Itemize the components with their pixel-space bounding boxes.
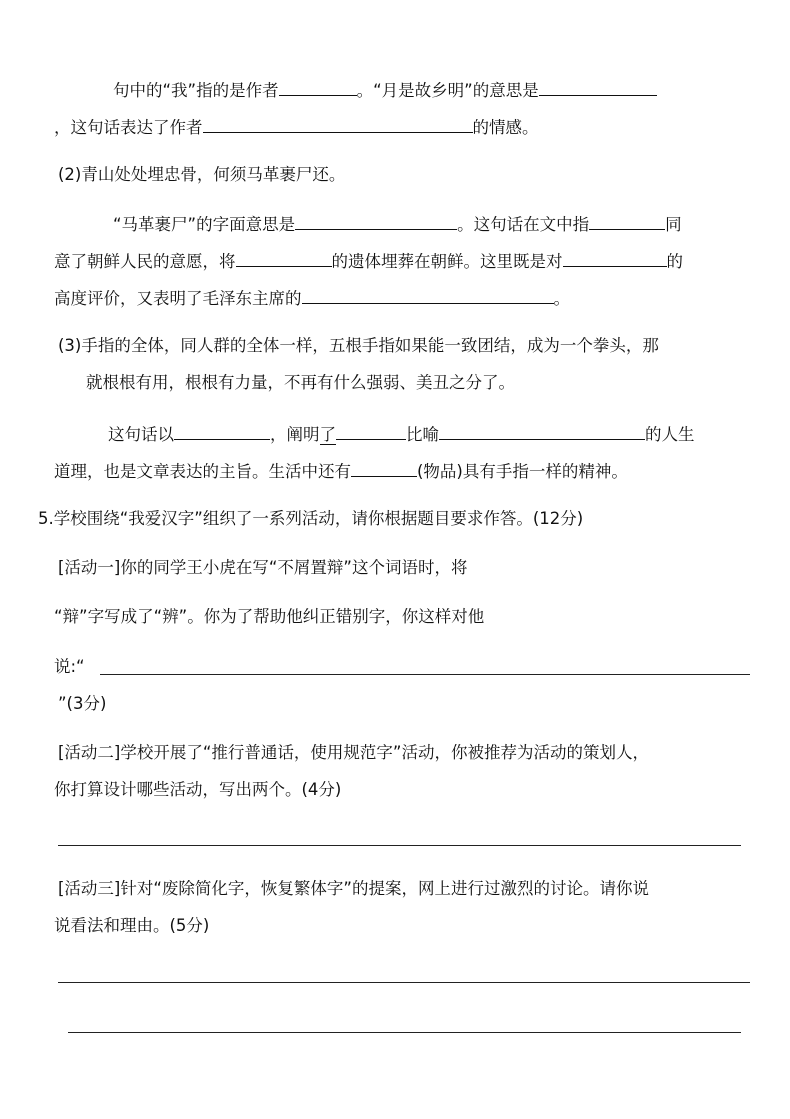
text: 意了朝鲜人民的意愿，将 [54, 252, 236, 271]
q4-p1-line2 [54, 115, 539, 139]
q4-p3-line1 [108, 422, 695, 446]
answer-blank[interactable] [589, 212, 665, 230]
q4-item3-line1: (3)手指的全体，同人群的全体一样，五根手指如果能一致团结，成为一个拳头，那 [58, 336, 659, 355]
answer-line[interactable] [58, 982, 750, 983]
text: 同 [665, 215, 682, 234]
answer-line[interactable] [58, 845, 741, 846]
answer-blank[interactable] [439, 422, 645, 440]
q5-activity2-line1: [活动二]学校开展了“推行普通话，使用规范字”活动，你被推荐为活动的策划人， [58, 743, 649, 762]
text: ，这句话表达了作者 [54, 118, 203, 137]
q5-title: 5.学校围绕“我爱汉字”组织了一系列活动，请你根据题目要求作答。(12分) [38, 509, 584, 528]
q4-p1-line1 [113, 78, 657, 102]
q5-activity1-end: ”(3分) [58, 694, 107, 713]
text: 。“月是故乡明”的意思是 [356, 81, 539, 100]
answer-blank[interactable] [236, 249, 332, 267]
text: ，阐明 [270, 425, 320, 444]
text: 的情感。 [472, 118, 539, 137]
answer-blank[interactable] [563, 249, 667, 267]
answer-blank[interactable] [539, 78, 657, 96]
q4-item3-line2: 就根根有用，根根有力量，不再有什么强弱、美丑之分了。 [86, 373, 515, 392]
q5-activity3-line2: 说看法和理由。(5分) [54, 916, 210, 935]
q4-p2-line1 [113, 212, 682, 236]
text: 高度评价，又表明了毛泽东主席的 [54, 289, 302, 308]
answer-blank[interactable] [302, 286, 554, 304]
text: 的 [666, 252, 683, 271]
q4-p2-line3 [54, 286, 570, 310]
text: 这句话以 [108, 425, 174, 444]
text: 。这句话在文中指 [457, 215, 590, 234]
q4-item2: (2)青山处处埋忠骨，何须马革裹尸还。 [58, 165, 346, 184]
q5-activity1-line2: “辩”字写成了“辨”。你为了帮助他纠正错别字，你这样对他 [54, 607, 485, 626]
text: 比喻 [406, 425, 439, 444]
answer-blank[interactable] [203, 115, 473, 133]
text: 。 [553, 289, 570, 308]
q5-activity1-line1: [活动一]你的同学王小虎在写“不屑置辩”这个词语时，将 [58, 558, 468, 577]
text: “马革裹尸”的字面意思是 [113, 215, 296, 234]
text: 的人生 [645, 425, 695, 444]
text: 句中的“我”指的是作者 [113, 81, 279, 100]
answer-line[interactable] [100, 674, 750, 675]
answer-blank[interactable] [174, 422, 270, 440]
answer-line[interactable] [68, 1032, 741, 1033]
text: 的遗体埋葬在朝鲜。这里既是对 [331, 252, 563, 271]
q4-p2-line2 [54, 249, 683, 273]
answer-blank[interactable] [351, 459, 417, 477]
q5-activity3-line1: [活动三]针对“废除简化字，恢复繁体字”的提案，网上进行过激烈的讨论。请你说 [58, 879, 649, 898]
text: 道理，也是文章表达的主旨。生活中还有 [54, 462, 351, 481]
answer-blank[interactable] [336, 422, 406, 440]
answer-blank[interactable] [279, 78, 357, 96]
text: (物品)具有手指一样的精神。 [417, 462, 628, 481]
answer-blank[interactable] [295, 212, 457, 230]
q4-p3-line2 [54, 459, 628, 483]
text: 了 [319, 425, 336, 444]
q5-activity2-line2: 你打算设计哪些活动，写出两个。(4分) [54, 780, 342, 799]
q5-activity1-say: 说:“ [54, 657, 85, 676]
